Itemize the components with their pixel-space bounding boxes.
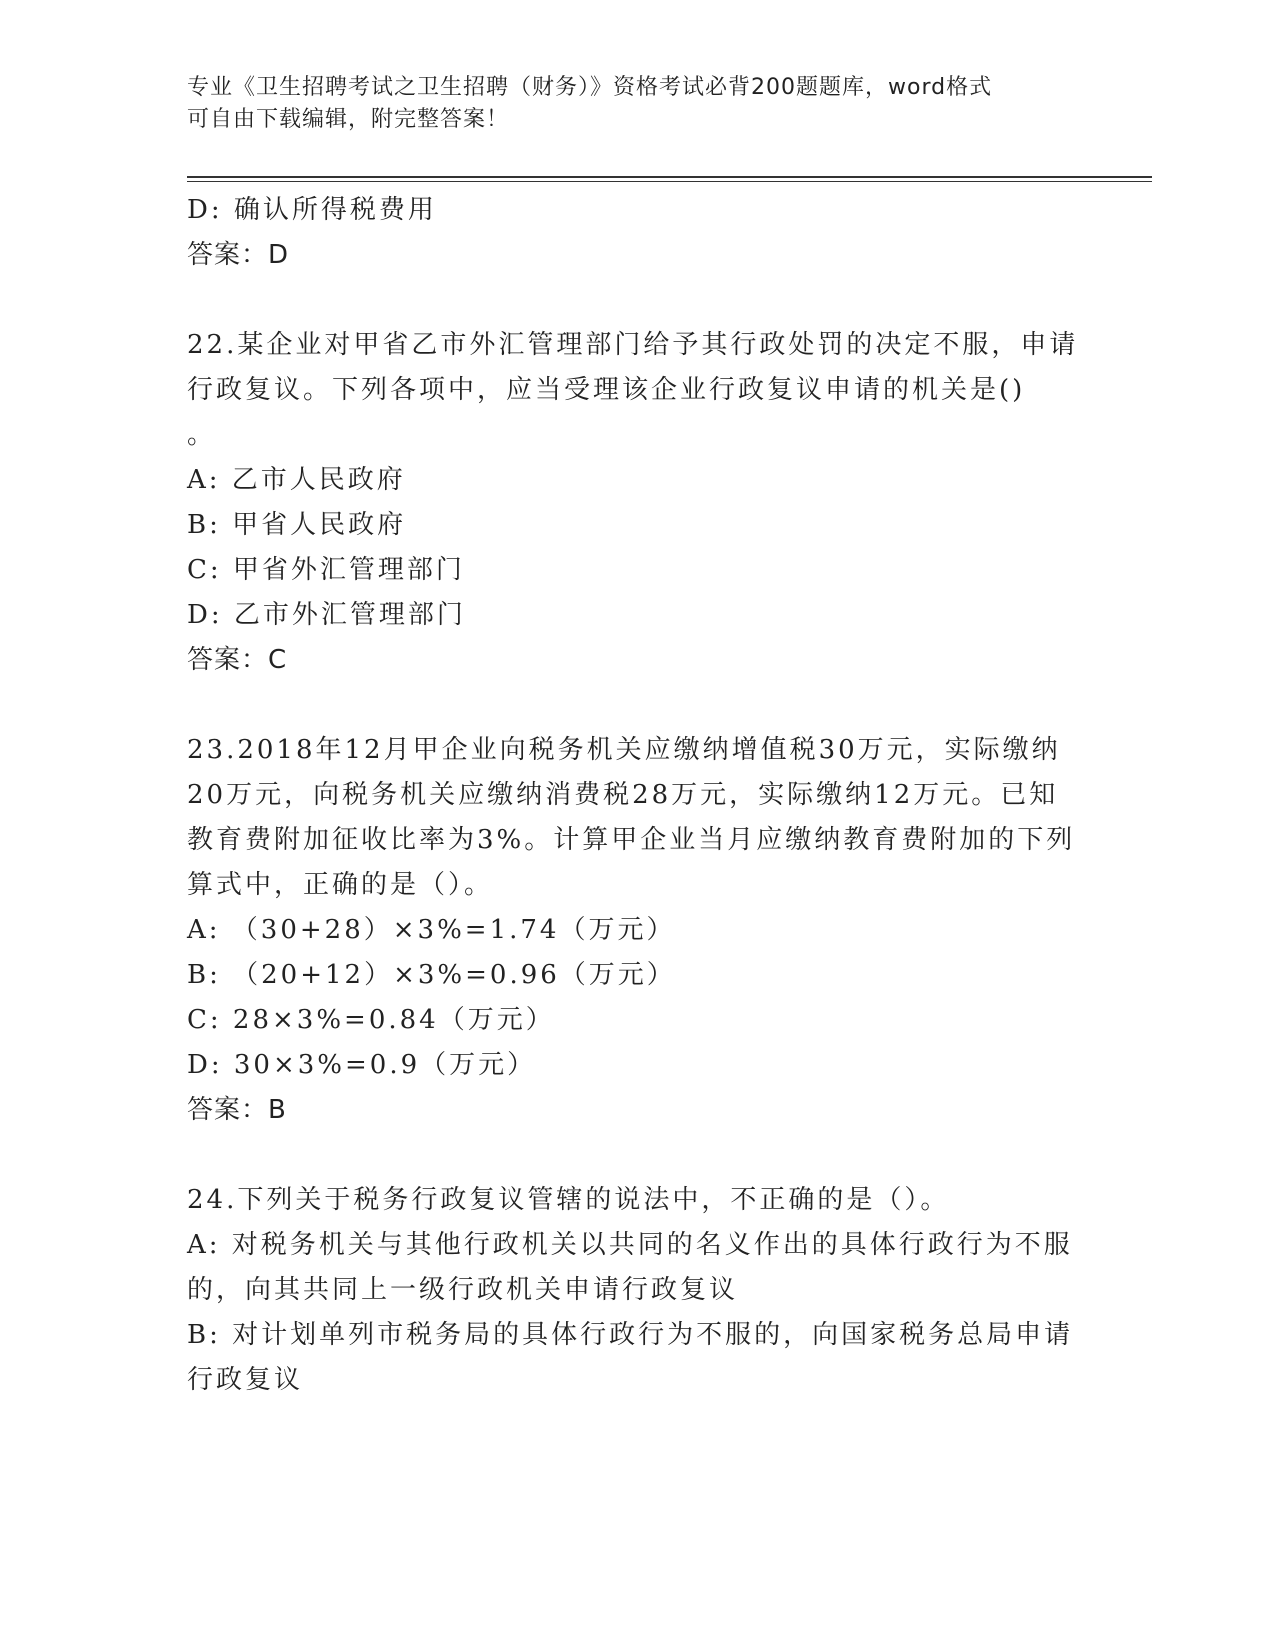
header-line-2: 可自由下载编辑，附完整答案！ (187, 107, 510, 132)
option-a-continued: 的，向其共同上一级行政机关申请行政复议 (187, 1275, 739, 1305)
question-24 (187, 1178, 1087, 1403)
question-text: 24.下列关于税务行政复议管辖的说法中，不正确的是（）。 (187, 1185, 950, 1215)
option-d: D: 乙市外汇管理部门 (187, 600, 466, 630)
option-b: B: 对计划单列市税务局的具体行政行为不服的，向国家税务总局申请 (187, 1320, 1074, 1350)
question-22 (187, 323, 1087, 683)
spacer (187, 278, 1087, 323)
option-a: A: 对税务机关与其他行政机关以共同的名义作出的具体行政行为不服 (187, 1230, 1073, 1260)
option-c: C: 甲省外汇管理部门 (187, 555, 465, 585)
option-c: C: 28×3%=0.84（万元） (187, 1005, 555, 1035)
option-b: B: （20+12）×3%=0.96（万元） (187, 960, 676, 990)
answer-line: 答案：B (187, 1095, 287, 1125)
option-a: A: 乙市人民政府 (187, 465, 406, 495)
question-text: 。 (187, 420, 217, 450)
question-text: 算式中，正确的是（）。 (187, 870, 494, 900)
header-divider-thick (187, 176, 1152, 178)
spacer (187, 1133, 1087, 1178)
option-d: D: 确认所得税费用 (187, 195, 437, 225)
document-body (187, 188, 1087, 1403)
answer-line: 答案：C (187, 645, 288, 675)
answer-line: 答案：D (187, 240, 290, 270)
option-d: D: 30×3%=0.9（万元） (187, 1050, 537, 1080)
document-header (187, 72, 1067, 136)
option-a: A: （30+28）×3%=1.74（万元） (187, 915, 676, 945)
header-divider-thin (187, 181, 1152, 182)
question-text: 行政复议。下列各项中，应当受理该企业行政复议申请的机关是() (187, 375, 1026, 405)
question-text: 教育费附加征收比率为3%。计算甲企业当月应缴纳教育费附加的下列 (187, 825, 1076, 855)
question-text: 20万元，向税务机关应缴纳消费税28万元，实际缴纳12万元。已知 (187, 780, 1059, 810)
question-text: 22.某企业对甲省乙市外汇管理部门给予其行政处罚的决定不服，申请 (187, 330, 1079, 360)
spacer (187, 683, 1087, 728)
question-text: 23.2018年12月甲企业向税务机关应缴纳增值税30万元，实际缴纳 (187, 735, 1061, 765)
previous-question-tail (187, 188, 1087, 278)
option-b: B: 甲省人民政府 (187, 510, 407, 540)
question-23 (187, 728, 1087, 1133)
option-b-continued: 行政复议 (187, 1365, 304, 1395)
header-line-1: 专业《卫生招聘考试之卫生招聘（财务）》资格考试必背200题题库，word格式 (187, 75, 993, 100)
